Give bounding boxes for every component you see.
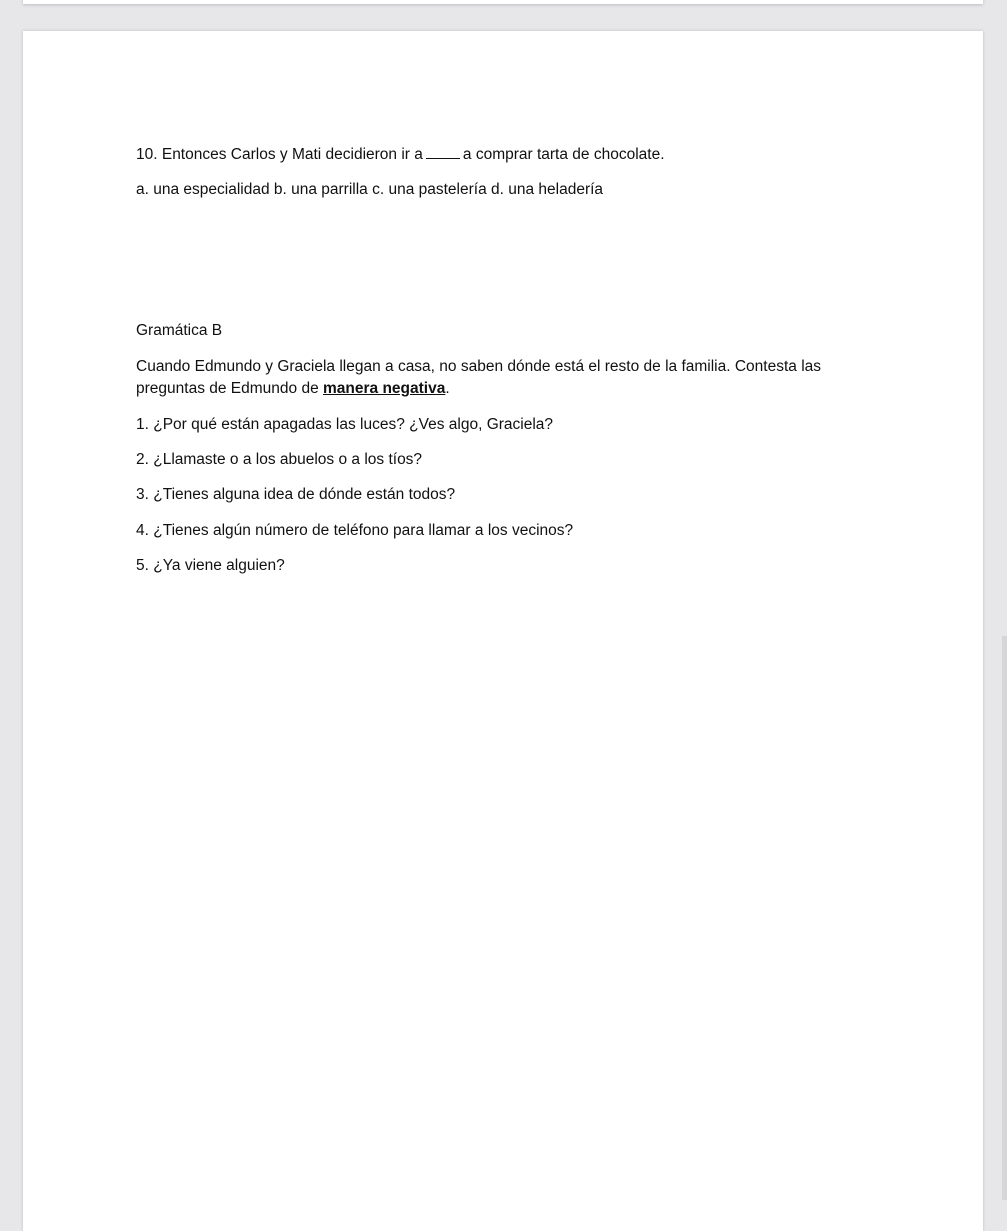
question-10-text-end: a comprar tarta de chocolate. <box>462 146 665 163</box>
instructions-text: Cuando Edmundo y Graciela llegan a casa, no saben dónde está el resto de la familia. Contesta las preguntas de Edmundo de <box>136 358 822 397</box>
question-10-options: a. una especialidad b. una parrilla c. una pastelería d. una heladería <box>136 181 604 198</box>
section-title: Gramática B <box>136 322 223 339</box>
previous-page-edge <box>23 0 983 4</box>
question-4: 4. ¿Tienes algún número de teléfono para llamar a los vecinos? <box>136 522 574 539</box>
section-instructions <box>136 356 836 400</box>
question-3: 3. ¿Tienes alguna idea de dónde están todos? <box>136 486 456 503</box>
question-2: 2. ¿Llamaste o a los abuelos o a los tíos? <box>136 451 423 468</box>
answer-blank <box>426 144 460 159</box>
question-5: 5. ¿Ya viene alguien? <box>136 557 285 574</box>
instructions-emphasis: manera negativa <box>323 380 446 397</box>
instructions-end: . <box>445 380 450 397</box>
scrollbar[interactable] <box>1002 636 1007 1200</box>
question-10 <box>136 144 665 166</box>
document-page <box>23 31 983 1231</box>
question-10-text: 10. Entonces Carlos y Mati decidieron ir a <box>136 146 423 163</box>
question-1: 1. ¿Por qué están apagadas las luces? ¿Ves algo, Graciela? <box>136 416 554 433</box>
